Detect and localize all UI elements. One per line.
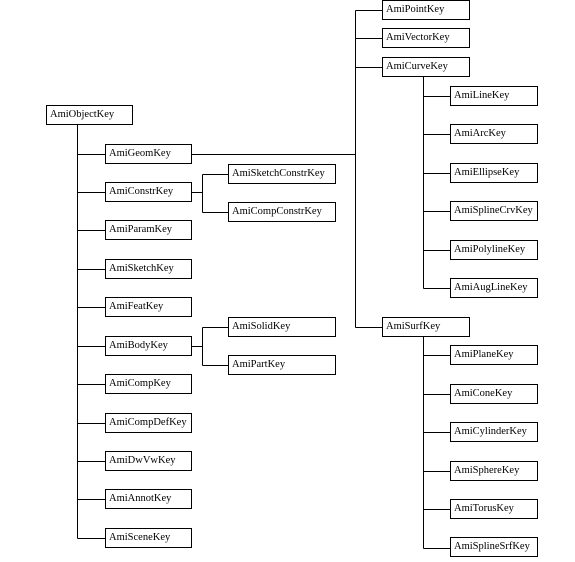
- node-body-child: AmiPartKey: [228, 355, 336, 375]
- node-level1: AmiCompKey: [105, 374, 192, 394]
- node-surf-child: AmiConeKey: [450, 384, 538, 404]
- node-curve-child: AmiPolylineKey: [450, 240, 538, 260]
- node-level1: AmiDwVwKey: [105, 451, 192, 471]
- node-level1: AmiFeatKey: [105, 297, 192, 317]
- node-curve-child: AmiAugLineKey: [450, 278, 538, 298]
- node-level1: AmiSceneKey: [105, 528, 192, 548]
- node-body-child: AmiSolidKey: [228, 317, 336, 337]
- node-level1: AmiParamKey: [105, 220, 192, 240]
- node-curve-child: AmiEllipseKey: [450, 163, 538, 183]
- node-curve-child: AmiSplineCrvKey: [450, 201, 538, 221]
- node-geom-child: AmiPointKey: [382, 0, 470, 20]
- node-curve-child: AmiArcKey: [450, 124, 538, 144]
- node-level1: AmiSketchKey: [105, 259, 192, 279]
- node-level1: AmiAnnotKey: [105, 489, 192, 509]
- node-surf-child: AmiTorusKey: [450, 499, 538, 519]
- node-level1: AmiGeomKey: [105, 144, 192, 164]
- node-surf-child: AmiSphereKey: [450, 461, 538, 481]
- node-constr-child: AmiCompConstrKey: [228, 202, 336, 222]
- node-curve-child: AmiLineKey: [450, 86, 538, 106]
- node-geom-child: AmiCurveKey: [382, 57, 470, 77]
- node-level1: AmiConstrKey: [105, 182, 192, 202]
- node-root: AmiObjectKey: [46, 105, 133, 125]
- node-geom-child: AmiVectorKey: [382, 28, 470, 48]
- node-surf-child: AmiSplineSrfKey: [450, 537, 538, 557]
- node-surf-child: AmiPlaneKey: [450, 345, 538, 365]
- node-geom-child: AmiSurfKey: [382, 317, 470, 337]
- node-level1: AmiBodyKey: [105, 336, 192, 356]
- node-level1: AmiCompDefKey: [105, 413, 192, 433]
- node-constr-child: AmiSketchConstrKey: [228, 164, 336, 184]
- node-surf-child: AmiCylinderKey: [450, 422, 538, 442]
